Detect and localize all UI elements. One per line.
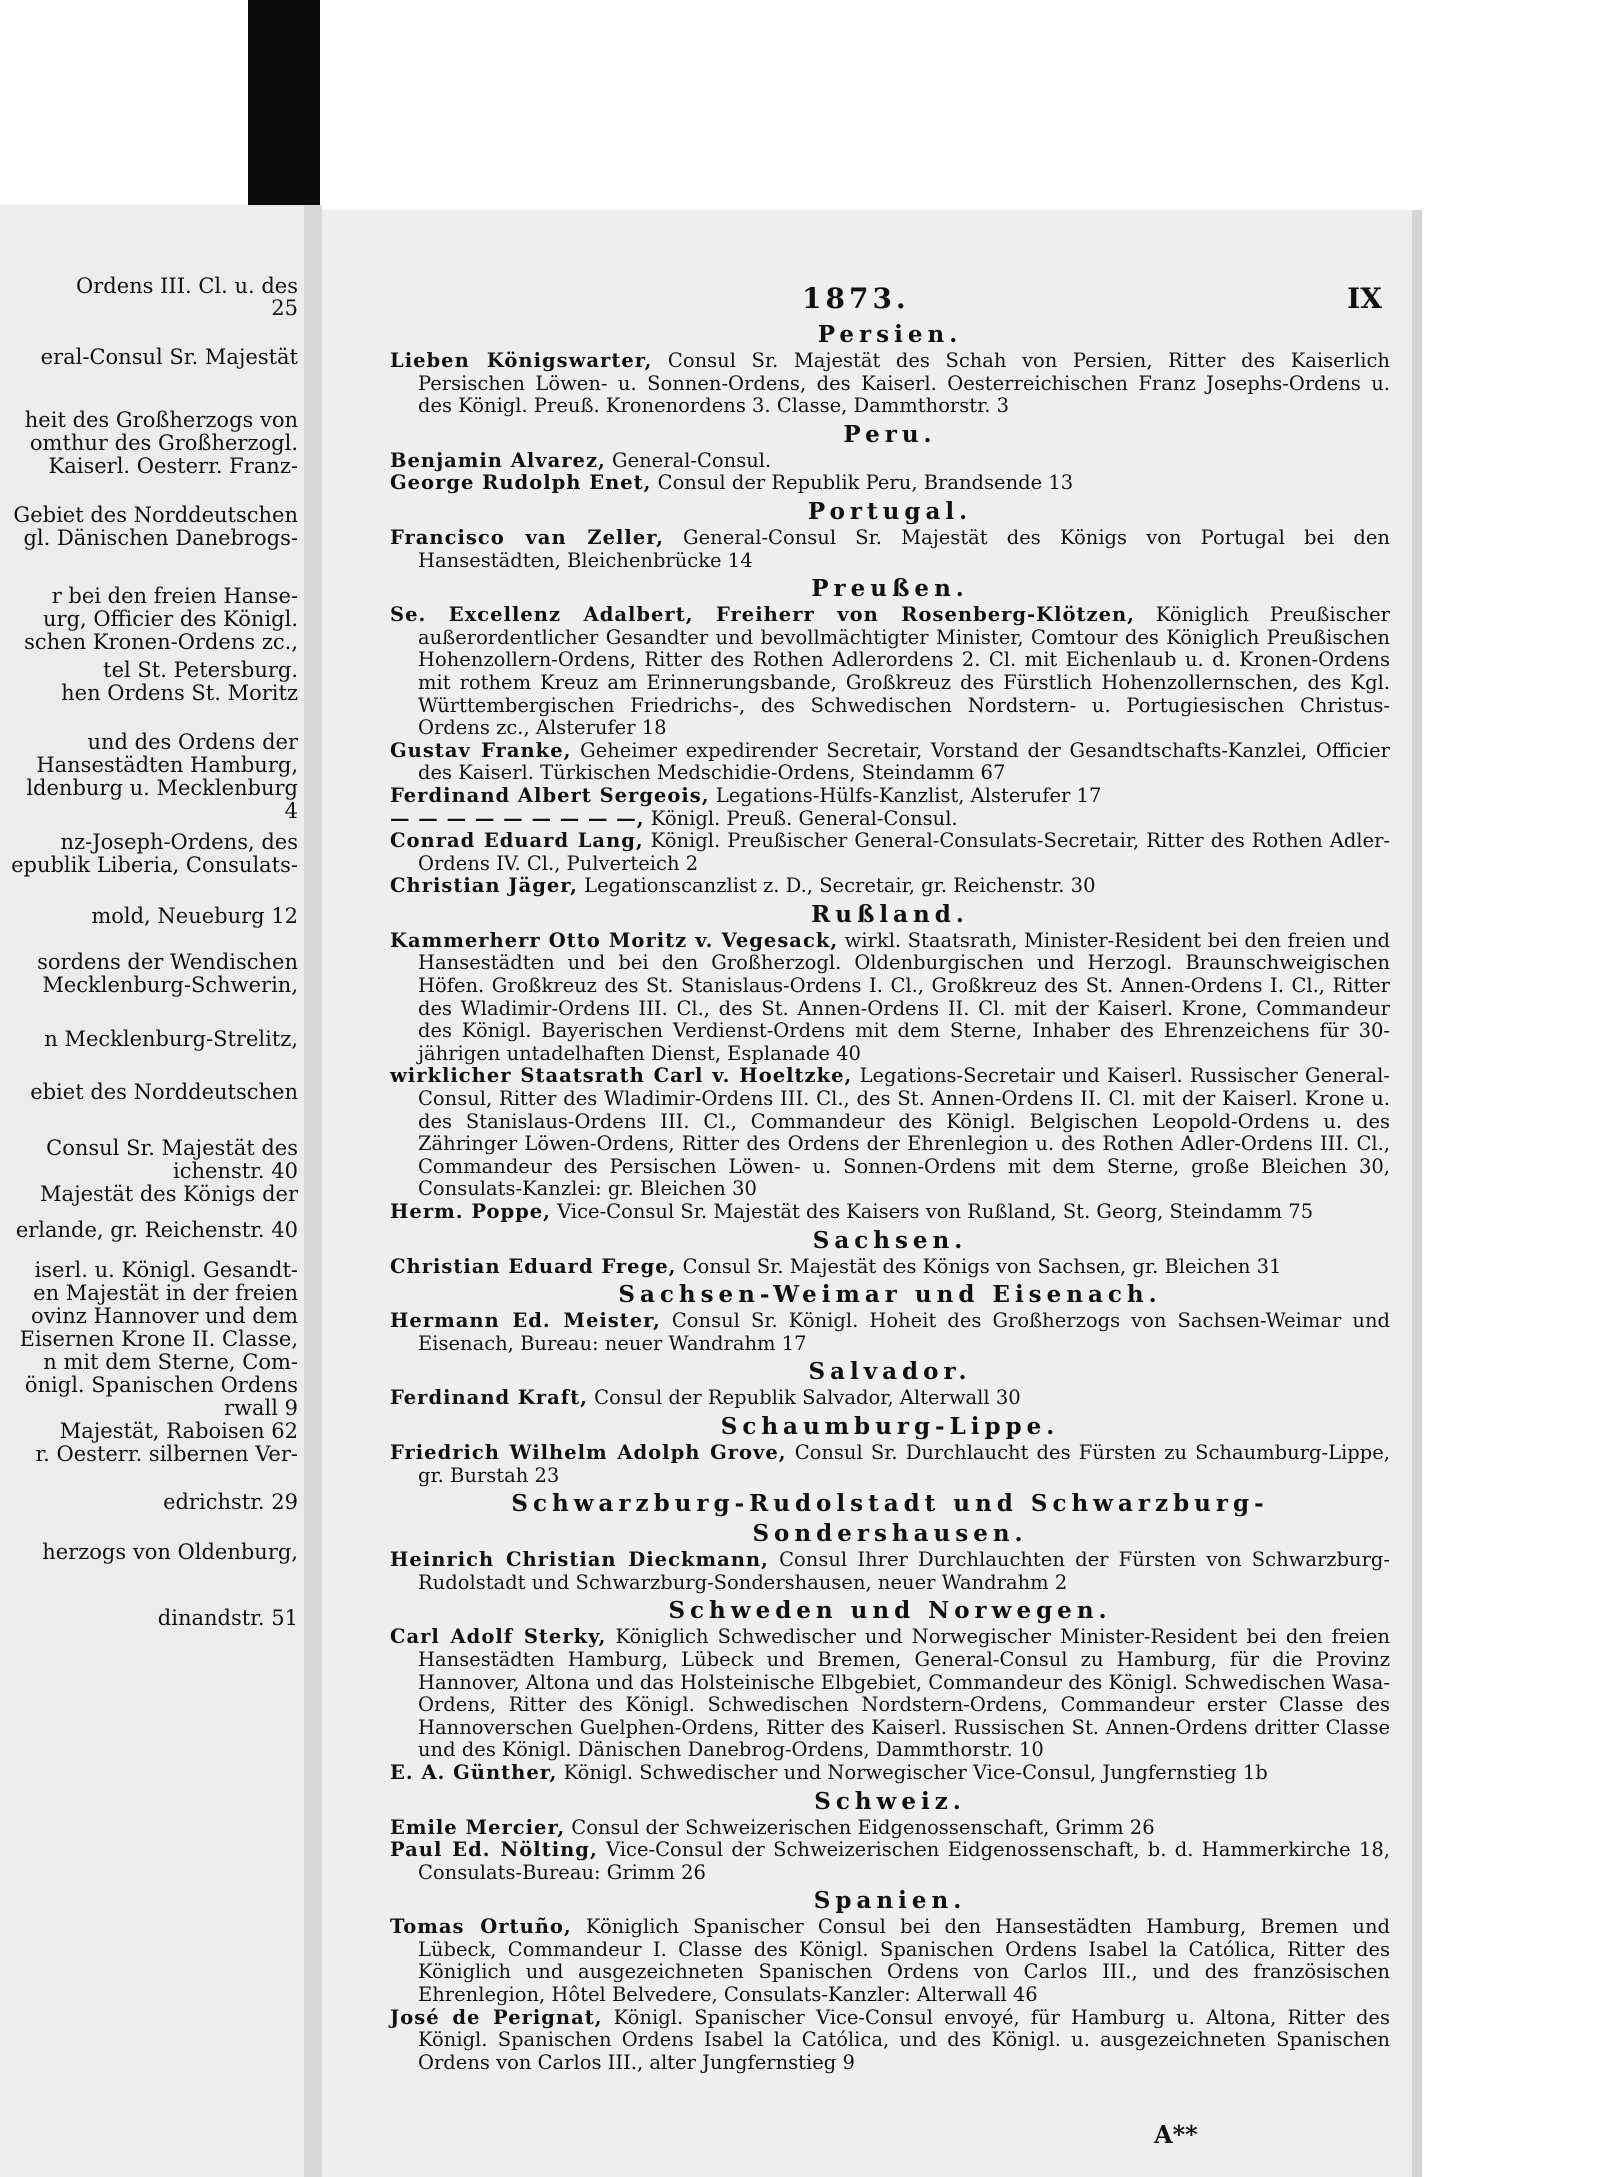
- left-page-line: rwall 9: [223, 1396, 298, 1420]
- entry-name: Kammerherr Otto Moritz v. Vegesack,: [390, 928, 839, 952]
- entry-name: Gustav Franke,: [390, 738, 572, 762]
- entry-name: George Rudolph Enet,: [390, 471, 652, 495]
- entry-text: wirkl. Staatsrath, Minister-Resident bei den freien und Hansestädten und bei den Großherzogl. Oldenburgischen und Herzogl. Braunschweigischen Höfen. Großkreuz des St. Stanislaus-Ordens I. Cl., Großkreuz des St. Annen-Ordens I. Cl., Ritter des Wladimir-Ordens III. Cl., des St. Annen-Ordens II. Cl. mit der Kaiserl. Krone, Commandeur des Königl. Bayerischen Verdienst-Ordens mit dem Sterne, Inhaber des Ehrenzeichens für 30-jährigen untadelhaften Dienst, Esplanade 40: [418, 928, 1390, 1065]
- section-title: Schwarzburg-Rudolstadt und Schwarzburg-Sondershausen.: [511, 1490, 1269, 1548]
- consul-entry: [390, 1549, 1390, 1594]
- section-title: Schweden und Norwegen.: [668, 1597, 1112, 1625]
- entry-text: Königlich Schwedischer und Norwegischer Minister-Resident bei den freien Hansestädten Hamburg, Lübeck und Bremen, General-Consul zu Hamburg, für die Provinz Hannover, Altona und das Holsteinische Elbgebiet, Commandeur des Königl. Schwedischen Wasa-Ordens, Ritter des Königl. Schwedischen Nordstern-Ordens, Commandeur erster Classe des Hannoverschen Guelphen-Ordens, Ritter des Kaiserl. Russischen St. Annen-Ordens dritter Classe und des Königl. Dänischen Danebrog-Ordens, Dammthorstr. 10: [418, 1625, 1390, 1762]
- entry-text: Legations-Secretair und Kaiserl. Russischer General-Consul, Ritter des Wladimir-Ordens III. Cl., des St. Annen-Ordens II. Cl. mit der Kaiserl. Krone u. des Stanislaus-Ordens III. Cl., Commandeur des Königl. Belgischen Leopold-Ordens u. des Zähringer Löwen-Ordens, Ritter des Ordens der Ehrenlegion u. des Rothen Adler-Ordens III. Cl., Commandeur des Persischen Löwen- u. Sonnen-Ordens mit dem Sterne, große Bleichen 30, Consulats-Kanzlei: gr. Bleichen 30: [418, 1064, 1390, 1201]
- page-year: 1873.: [802, 282, 910, 315]
- entry-text: Consul der Republik Peru, Brandsende 13: [651, 471, 1074, 495]
- left-page-line: ichenstr. 40: [173, 1159, 298, 1183]
- left-page-line: iserl. u. Königl. Gesandt-: [34, 1258, 298, 1282]
- entry-text: Königlich Spanischer Consul bei den Hansestädten Hamburg, Bremen und Lübeck, Commandeur I. Classe des Königl. Spanischen Ordens Isabel la Católica, Ritter des Königlich und ausgezeichneten Spanischen Ordens von Carlos III., und des französischen Ehrenlegion, Hôtel Belvedere, Consulats-Kanzler: Alterwall 46: [418, 1915, 1390, 2007]
- entry-name: Ferdinand Kraft,: [390, 1386, 588, 1410]
- left-page-line: sordens der Wendischen: [37, 950, 298, 974]
- country-section: [390, 1226, 1390, 1279]
- left-page-line: Kaiserl. Oesterr. Franz-: [48, 454, 298, 478]
- entry-name: Christian Eduard Frege,: [390, 1254, 677, 1278]
- consul-entry: [390, 450, 1390, 473]
- entry-text: Consul Sr. Majestät des Königs von Sachsen, gr. Bleichen 31: [676, 1254, 1282, 1278]
- consul-entry: [390, 830, 1390, 875]
- consul-listing: [390, 318, 1390, 2074]
- country-section: [390, 420, 1390, 495]
- left-page-line: omthur des Großherzogl.: [29, 431, 298, 455]
- country-section: [390, 1886, 1390, 2074]
- country-section: [390, 497, 1390, 572]
- entry-name: Friedrich Wilhelm Adolph Grove,: [390, 1440, 787, 1464]
- entry-name: Se. Excellenz Adalbert, Freiherr von Rosenberg-Klötzen,: [390, 603, 1135, 627]
- consul-entry: [390, 350, 1390, 418]
- entry-text: Königl. Preußischer General-Consulats-Secretair, Ritter des Rothen Adler-Ordens IV. Cl., Pulverteich 2: [418, 829, 1390, 875]
- left-page-line: Hansestädten Hamburg,: [36, 753, 298, 777]
- entry-text: Consul Sr. Durchlaucht des Fürsten zu Schaumburg-Lippe, gr. Burstah 23: [418, 1440, 1390, 1487]
- left-page-line: Majestät des Königs der: [40, 1182, 298, 1206]
- left-page-line: Gebiet des Norddeutschen: [13, 503, 298, 527]
- left-page-line: hen Ordens St. Moritz: [61, 681, 298, 705]
- left-page-line: heit des Großherzogs von: [24, 408, 298, 432]
- left-page-line: Eisernen Krone II. Classe,: [19, 1327, 298, 1351]
- entry-name: Paul Ed. Nölting,: [390, 1838, 598, 1862]
- entry-text: Vice-Consul Sr. Majestät des Kaisers von Rußland, St. Georg, Steindamm 75: [550, 1200, 1314, 1223]
- left-page-line: und des Ordens der: [87, 730, 298, 754]
- entry-name: Francisco van Zeller,: [390, 525, 664, 549]
- left-page-line: n Mecklenburg-Strelitz,: [44, 1027, 298, 1051]
- consul-entry: [390, 1256, 1390, 1279]
- consul-entry: [390, 1201, 1390, 1224]
- entry-text: Königl. Preuß. General-Consul.: [644, 806, 958, 830]
- entry-text: Königl. Schwedischer und Norwegischer Vice-Consul, Jungfernstieg 1b: [557, 1760, 1268, 1784]
- section-title: Peru.: [843, 420, 937, 448]
- entry-name: Conrad Eduard Lang,: [390, 829, 644, 853]
- consul-entry: [390, 527, 1390, 572]
- entry-text: Königl. Spanischer Vice-Consul envoyé, für Hamburg u. Altona, Ritter des Königl. Spanischen Ordens Isabel la Católica, und des Königl. u. ausgezeichneten Spanischen Ordens von Carlos III., alter Jungfernstieg 9: [418, 2005, 1390, 2074]
- entry-text: Consul Sr. Majestät des Schah von Persien, Ritter des Kaiserlich Persischen Löwen- u. Sonnen-Ordens, des Kaiserl. Oesterreichischen Franz Josephs-Ordens u. des Königl. Preuß. Kronenordens 3. Classe, Dammthorstr. 3: [418, 349, 1390, 418]
- entry-name: Tomas Ortuño,: [390, 1915, 572, 1939]
- entry-name: Benjamin Alvarez,: [390, 448, 606, 472]
- consul-entry: [390, 740, 1390, 785]
- entry-text: Vice-Consul der Schweizerischen Eidgenossenschaft, b. d. Hammerkirche 18, Consulats-Bureau: Grimm 26: [418, 1838, 1390, 1884]
- left-page-line: nz-Joseph-Ordens, des: [60, 830, 298, 854]
- consul-entry: [390, 1387, 1390, 1410]
- left-page-line: r bei den freien Hanse-: [51, 584, 298, 608]
- left-page-line: eral-Consul Sr. Majestät: [40, 345, 298, 369]
- entry-name: Ferdinand Albert Sergeois,: [390, 783, 710, 807]
- consul-entry: [390, 1916, 1390, 2006]
- consul-entry: [390, 1442, 1390, 1487]
- left-page-line: urg, Officier des Königl.: [43, 607, 298, 631]
- consul-entry: [390, 1817, 1390, 1840]
- entry-text: Consul Sr. Königl. Hoheit des Großherzogs von Sachsen-Weimar und Eisenach, Bureau: neuer Wandrahm 17: [418, 1309, 1390, 1355]
- left-page-line: Ordens III. Cl. u. des: [76, 274, 298, 298]
- entry-text: General-Consul.: [605, 448, 772, 472]
- left-page-line: n mit dem Sterne, Com-: [43, 1350, 298, 1374]
- country-section: [390, 574, 1390, 898]
- consul-entry: [390, 1839, 1390, 1884]
- section-title: Schweiz.: [814, 1787, 966, 1815]
- signature-mark: A**: [1154, 2120, 1198, 2149]
- entry-name: José de Perignat,: [390, 2005, 603, 2029]
- page-number: IX: [1347, 282, 1382, 315]
- entry-text: Geheimer expedirender Secretair, Vorstand der Gesandtschafts-Kanzlei, Officier des Kaiserl. Türkischen Medschidie-Ordens, Steindamm 67: [418, 738, 1390, 785]
- country-section: [390, 900, 1390, 1224]
- left-page-line: mold, Neueburg 12: [91, 904, 298, 928]
- entry-name: Heinrich Christian Dieckmann,: [390, 1548, 769, 1572]
- left-page-line: ldenburg u. Mecklenburg: [26, 776, 298, 800]
- section-title: Sachsen.: [812, 1226, 968, 1254]
- left-page-line: Mecklenburg-Schwerin,: [42, 973, 298, 997]
- left-page-line: 25: [271, 296, 298, 320]
- consul-entry: [390, 875, 1390, 898]
- left-page-line: ebiet des Norddeutschen: [30, 1080, 298, 1104]
- left-page-line: ovinz Hannover und dem: [31, 1304, 298, 1328]
- consul-entry: [390, 930, 1390, 1066]
- left-page-line: en Majestät in der freien: [33, 1281, 298, 1305]
- left-page-line: herzogs von Oldenburg,: [42, 1540, 298, 1564]
- entry-name: wirklicher Staatsrath Carl v. Hoeltzke,: [390, 1064, 853, 1088]
- country-section: [390, 1489, 1390, 1594]
- consul-entry: [390, 808, 1390, 831]
- entry-name: Christian Jäger,: [390, 874, 578, 898]
- consul-entry: [390, 472, 1390, 495]
- left-page-line: dinandstr. 51: [157, 1606, 298, 1630]
- section-title: Sachsen-Weimar und Eisenach.: [618, 1281, 1162, 1309]
- entry-text: Consul der Republik Salvador, Alterwall 30: [587, 1386, 1021, 1410]
- right-page: [322, 210, 1422, 2177]
- left-page-line: edrichstr. 29: [163, 1490, 298, 1514]
- entry-text: Consul der Schweizerischen Eidgenossenschaft, Grimm 26: [565, 1815, 1155, 1839]
- country-section: [390, 1357, 1390, 1410]
- consul-entry: [390, 1626, 1390, 1762]
- entry-text: Legations-Hülfs-Kanzlist, Alsterufer 17: [709, 783, 1102, 807]
- left-page-line: tel St. Petersburg.: [103, 658, 298, 682]
- entry-text: Legationscanzlist z. D., Secretair, gr. Reichenstr. 30: [577, 874, 1096, 898]
- consul-entry: [390, 2007, 1390, 2075]
- consul-entry: [390, 785, 1390, 808]
- entry-text: General-Consul Sr. Majestät des Königs von Portugal bei den Hansestädten, Bleichenbrücke 14: [418, 525, 1390, 572]
- section-title: Persien.: [817, 321, 963, 348]
- entry-name: Lieben Königswarter,: [390, 349, 653, 372]
- consul-entry: [390, 1065, 1390, 1201]
- consul-entry: [390, 604, 1390, 740]
- page-gutter: [304, 205, 322, 2177]
- section-title: Portugal.: [807, 497, 973, 525]
- section-title: Spanien.: [813, 1887, 967, 1915]
- entry-name: — — — — — — — — —,: [390, 806, 645, 830]
- section-title: Salvador.: [808, 1358, 972, 1386]
- entry-text: Königlich Preußischer außerordentlicher Gesandter und bevollmächtigter Minister, Comtour des Königlich Preußischen Hohenzollern-Ordens, Ritter des Rothen Adlerordens 2. Cl. mit Eichenlaub u. d. Kronen-Ordens mit rothem Kreuz am Erinnerungsbande, Großkreuz des Fürstlich Hohenzollernschen, des Kgl. Württembergischen Friedrichs-, des Schwedischen Nordstern- u. Portugiesischen Christus-Ordens zc., Alsterufer 18: [418, 603, 1390, 740]
- entry-name: Emile Mercier,: [390, 1815, 566, 1839]
- left-page-line: Consul Sr. Majestät des: [46, 1136, 298, 1160]
- country-section: [390, 1412, 1390, 1487]
- entry-name: Hermann Ed. Meister,: [390, 1309, 661, 1333]
- country-section: [390, 1787, 1390, 1885]
- page-header: [322, 282, 1382, 314]
- country-section: [390, 1596, 1390, 1784]
- left-page-line: 4: [284, 799, 298, 823]
- entry-name: Carl Adolf Sterky,: [390, 1625, 607, 1649]
- left-page-line: Majestät, Raboisen 62: [59, 1419, 298, 1443]
- left-page-line: schen Kronen-Ordens zc.,: [24, 630, 298, 654]
- left-page-line: r. Oesterr. silbernen Ver-: [35, 1442, 298, 1466]
- left-page-line: erlande, gr. Reichenstr. 40: [15, 1218, 298, 1242]
- entry-name: Herm. Poppe,: [390, 1200, 551, 1223]
- consul-entry: [390, 1762, 1390, 1785]
- section-title: Schaumburg-Lippe.: [720, 1412, 1060, 1440]
- country-section: [390, 1280, 1390, 1355]
- consul-entry: [390, 1310, 1390, 1355]
- left-page-fragment: [0, 205, 307, 2177]
- left-page-line: epublik Liberia, Consulats-: [11, 853, 298, 877]
- entry-text: Consul Ihrer Durchlauchten der Fürsten von Schwarzburg-Rudolstadt und Schwarzburg-Sondershausen, neuer Wandrahm 2: [418, 1548, 1390, 1594]
- left-page-line: önigl. Spanischen Ordens: [24, 1373, 298, 1397]
- entry-name: E. A. Günther,: [390, 1760, 558, 1784]
- section-title: Preußen.: [811, 575, 969, 603]
- country-section: [390, 320, 1390, 418]
- section-title: Rußland.: [811, 900, 969, 928]
- left-page-line: gl. Dänischen Danebrogs-: [23, 526, 298, 550]
